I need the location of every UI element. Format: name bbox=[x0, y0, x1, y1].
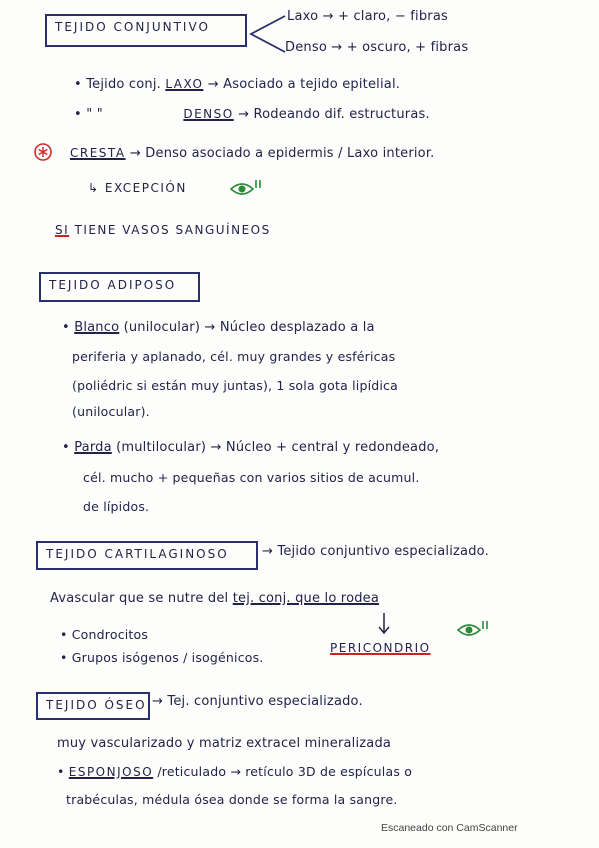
down-arrow-icon bbox=[376, 612, 392, 636]
bullet-denso bbox=[74, 107, 430, 122]
vasos-rest: TIENE VASOS SANGUÍNEOS bbox=[74, 223, 271, 237]
esponjoso-rest: /reticulado → retículo 3D de espículas o bbox=[157, 764, 413, 779]
eye-icon bbox=[455, 617, 489, 643]
blanco-key: Blanco bbox=[74, 320, 120, 335]
asterisk-circle-icon bbox=[33, 142, 53, 162]
section-title-adiposo: TEJIDO ADIPOSO bbox=[49, 278, 177, 292]
oseo-arrow-text: → Tej. conjuntivo especializado. bbox=[152, 694, 363, 709]
section-title-oseo: TEJIDO ÓSEO bbox=[46, 698, 147, 712]
esponjoso-bullet: • bbox=[57, 764, 69, 779]
cresta-rest: → Denso asociado a epidermis / Laxo interior. bbox=[129, 146, 435, 161]
cartilaginoso-line-1-a: Avascular que se nutre del bbox=[50, 591, 229, 606]
pericondrio-text: PERICONDRIO bbox=[330, 641, 431, 655]
eye-icon bbox=[228, 176, 262, 202]
blanco-line-2: periferia y aplanado, cél. muy grandes y esféricas bbox=[72, 349, 396, 364]
cartilaginoso-arrow-text: → Tejido conjuntivo especializado. bbox=[262, 544, 489, 559]
esponjoso-line-2: trabéculas, médula ósea donde se forma la sangre. bbox=[66, 792, 398, 807]
branch-bracket-icon bbox=[247, 10, 287, 56]
cresta-line bbox=[70, 146, 435, 161]
bullet-laxo bbox=[74, 77, 400, 92]
blanco-line-1-text: (unilocular) → Núcleo desplazado a la bbox=[123, 320, 375, 335]
blanco-line-4: (unilocular). bbox=[72, 404, 150, 419]
bullet-denso-key: DENSO bbox=[183, 107, 234, 121]
parda-line-2: cél. mucho + pequeñas con varios sitios de acumul. bbox=[83, 470, 420, 485]
bullet-denso-prefix: • " " bbox=[74, 107, 103, 122]
section-title-cartilaginoso: TEJIDO CARTILAGINOSO bbox=[46, 547, 229, 561]
oseo-line-1: muy vascularizado y matriz extracel mineralizada bbox=[57, 736, 392, 751]
branch-laxo: Laxo → + claro, − fibras bbox=[287, 9, 448, 24]
bullet-laxo-prefix: • Tejido conj. bbox=[74, 77, 161, 92]
cartilaginoso-line-1-b: tej. conj. que lo rodea bbox=[232, 591, 380, 606]
condrocitos-bullet: • Condrocitos bbox=[60, 627, 149, 642]
parda-key: Parda bbox=[74, 440, 112, 455]
section-title-adiposo-box bbox=[39, 272, 200, 302]
esponjoso-key: ESPONJOSO bbox=[68, 765, 154, 779]
scanner-watermark: Escaneado con CamScanner bbox=[381, 822, 518, 834]
blanco-line-3: (poliédric si están muy juntas), 1 sola gota lipídica bbox=[72, 378, 398, 393]
parda-line-1 bbox=[62, 440, 439, 455]
blanco-bullet: • bbox=[62, 320, 75, 335]
parda-bullet: • bbox=[62, 440, 75, 455]
excepcion-label: ↳ EXCEPCIÓN bbox=[88, 181, 187, 195]
cresta-key: CRESTA bbox=[70, 146, 126, 160]
section-title-conjuntivo-box bbox=[45, 14, 247, 47]
blanco-line-1 bbox=[62, 320, 375, 335]
bullet-laxo-rest: → Asociado a tejido epitelial. bbox=[207, 77, 401, 92]
section-title-conjuntivo: TEJIDO CONJUNTIVO bbox=[55, 20, 210, 34]
branch-denso: Denso → + oscuro, + fibras bbox=[285, 40, 469, 55]
cartilaginoso-line-1 bbox=[50, 591, 379, 606]
section-title-cartilaginoso-box bbox=[36, 541, 258, 570]
parda-line-3: de lípidos. bbox=[83, 499, 150, 514]
bullet-denso-rest: → Rodeando dif. estructuras. bbox=[238, 107, 430, 122]
bullet-laxo-key: LAXO bbox=[165, 77, 204, 91]
parda-line-1-text: (multilocular) → Núcleo + central y redondeado, bbox=[116, 440, 440, 455]
vasos-key: SI bbox=[55, 223, 70, 237]
pericondrio-label bbox=[330, 641, 431, 655]
esponjoso-line-1 bbox=[57, 764, 412, 779]
section-title-oseo-box bbox=[36, 692, 150, 720]
vasos-line bbox=[55, 223, 271, 237]
grupos-bullet: • Grupos isógenos / isogénicos. bbox=[60, 650, 264, 665]
